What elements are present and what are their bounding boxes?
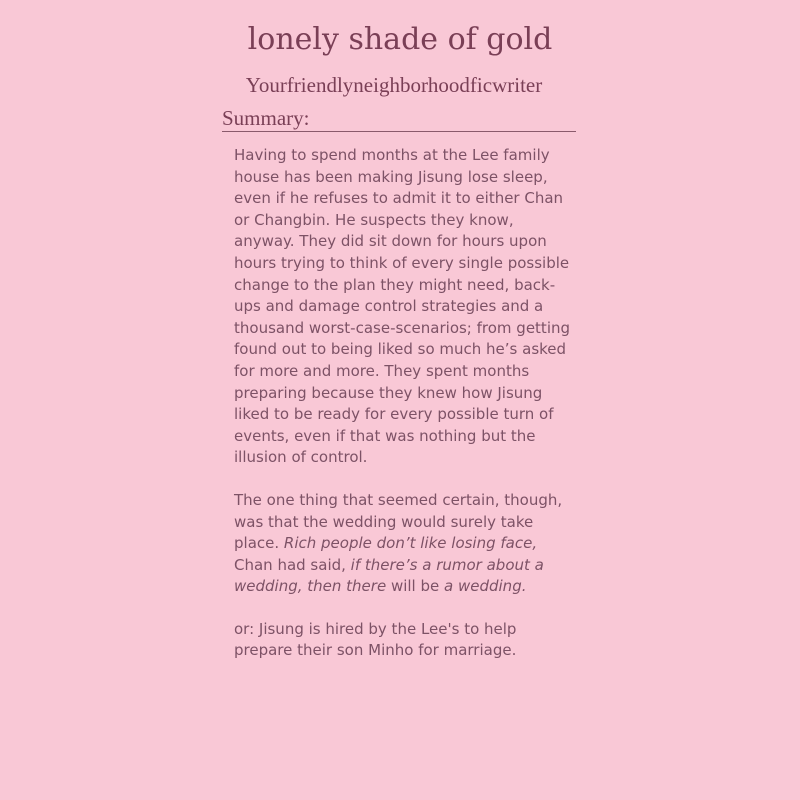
summary-paragraph-2 — [234, 490, 574, 598]
summary-text: The one thing that seemed certain, though, was that the wedding would surely take place. — [234, 490, 563, 553]
summary-italic-text: if there’s a rumor about a wedding, then there — [234, 555, 544, 596]
work-title: lonely shade of gold — [247, 22, 553, 57]
author-name[interactable]: Yourfriendlyneighborhoodficwriter — [245, 73, 543, 97]
summary-paragraph-1: Having to spend months at the Lee family house has been making Jisung lose sleep, even if he refuses to admit it to either Chan or Changbin. He suspects they know, anyway. They did sit down for hours upon hours trying to think of every single possible change to the plan they might need, back-ups and damage control strategies and a thousand worst-case-scenarios; from getting found out to being liked so much he’s asked for more and more. They spent months preparing because they knew how Jisung liked to be ready for every possible turn of events, even if that was nothing but the illusion of control. — [234, 146, 571, 467]
summary-italic-text: Rich people don’t like losing face, — [283, 534, 538, 553]
summary-paragraph-3: or: Jisung is hired by the Lee's to help prepare their son Minho for marriage. — [234, 619, 517, 660]
summary-body — [234, 145, 574, 683]
summary-text: Chan had said, — [234, 555, 351, 574]
summary-heading: Summary: — [222, 105, 576, 132]
summary-italic-text: a wedding. — [444, 577, 527, 596]
summary-text: will be — [386, 577, 445, 596]
